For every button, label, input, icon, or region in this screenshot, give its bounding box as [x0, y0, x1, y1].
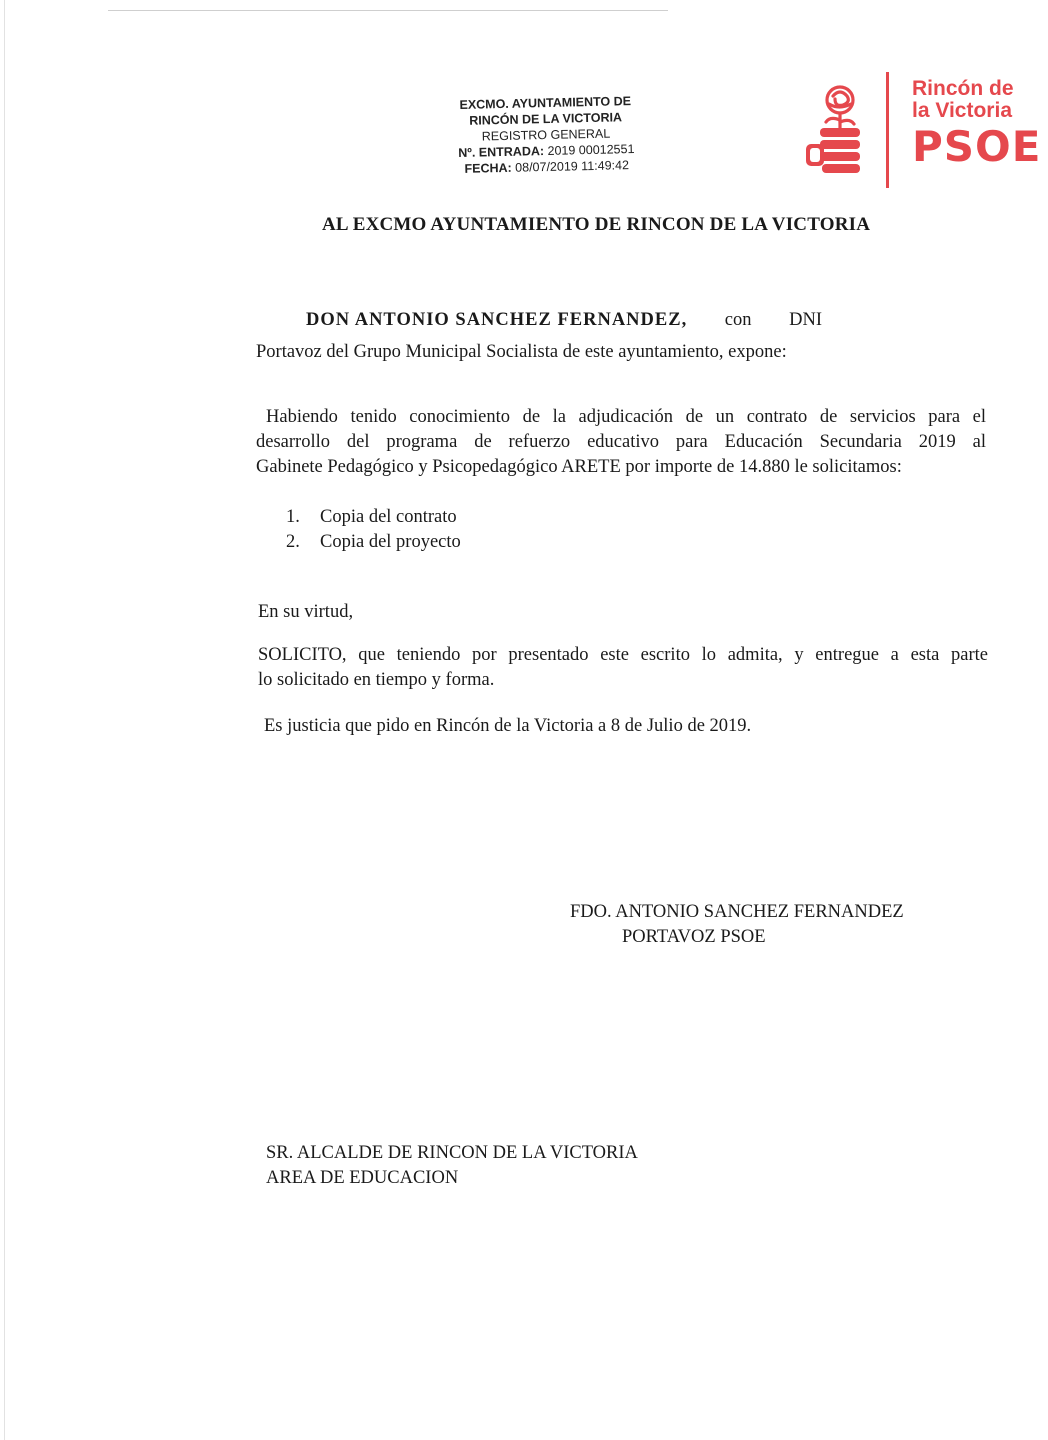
stamp-entrada-value: 2019 00012551 — [547, 141, 635, 158]
body-line-2: desarrollo del programa de refuerzo educativo para Educación Secundaria 2019 al — [256, 432, 986, 452]
list-item — [286, 530, 461, 555]
addressee-line-1: SR. ALCALDE DE RINCON DE LA VICTORIA — [266, 1143, 638, 1163]
logo-city — [912, 78, 1014, 122]
psoe-logo — [800, 72, 1040, 192]
logo-city-line-1: Rincón de — [912, 77, 1014, 100]
solicito-line-2: lo solicitado en tiempo y forma. — [258, 670, 495, 690]
stamp-line-1: EXCMO. AYUNTAMIENTO DE — [459, 94, 632, 112]
solicito-line-1: SOLICITO, que teniendo por presentado este escrito lo admita, y entregue a esta parte — [258, 645, 988, 665]
addressee-line-2: AREA DE EDUCACION — [266, 1168, 459, 1188]
logo-city-line-2: la Victoria — [912, 99, 1012, 122]
stamp-line-3: REGISTRO GENERAL — [481, 126, 611, 144]
rose-fist-icon — [800, 84, 866, 184]
list-item-number: 2. — [286, 532, 300, 552]
list-item-text: Copia del contrato — [320, 507, 457, 527]
list-item-text: Copia del proyecto — [320, 532, 461, 552]
signature-role: PORTAVOZ PSOE — [622, 927, 766, 947]
intro-line-1 — [306, 310, 822, 331]
document-heading: AL EXCMO AYUNTAMIENTO DE RINCON DE LA VICTORIA — [322, 214, 871, 235]
body-line-3: Gabinete Pedagógico y Psicopedagógico ARETE por importe de 14.880 le solicitamos: — [256, 457, 902, 477]
closing-line: Es justicia que pido en Rincón de la Victoria a 8 de Julio de 2019. — [264, 716, 752, 736]
body-line-1: Habiendo tenido conocimiento de la adjudicación de un contrato de servicios para el — [266, 407, 986, 427]
intro-line-2: Portavoz del Grupo Municipal Socialista de este ayuntamiento, expone: — [256, 342, 787, 362]
intro-dni: DNI — [789, 310, 822, 330]
stamp-fecha-label: FECHA: — [464, 160, 512, 176]
logo-party: PSOE — [912, 122, 1042, 171]
scan-edge — [4, 0, 5, 1440]
logo-divider — [886, 72, 889, 188]
intro-con: con — [724, 310, 752, 330]
stamp-entrada-label: Nº. ENTRADA: — [458, 144, 545, 160]
registry-stamp — [435, 93, 657, 178]
signature-name: FDO. ANTONIO SANCHEZ FERNANDEZ — [570, 902, 904, 922]
stamp-fecha-value: 08/07/2019 11:49:42 — [515, 158, 630, 175]
stamp-line-2: RINCÓN DE LA VICTORIA — [469, 110, 623, 128]
list-item — [286, 505, 461, 530]
virtud-line: En su virtud, — [258, 602, 354, 622]
top-rule — [108, 10, 668, 11]
list-item-number: 1. — [286, 507, 300, 527]
sender-name: DON ANTONIO SANCHEZ FERNANDEZ, — [306, 310, 688, 330]
request-list — [286, 505, 461, 555]
